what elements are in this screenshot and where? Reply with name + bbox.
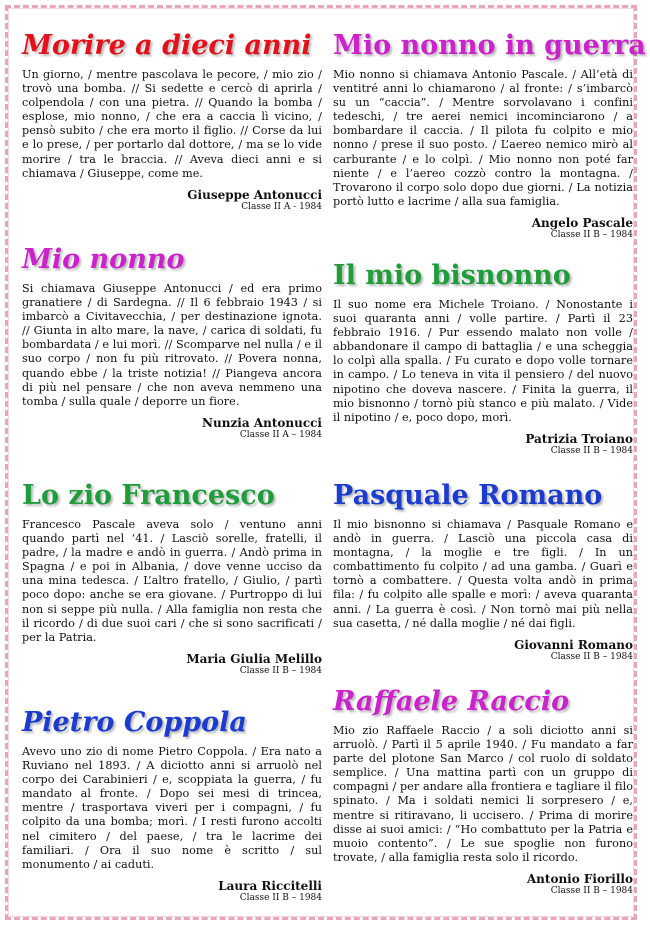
poem-mio-nonno-in-guerra <box>333 30 646 240</box>
poem-class: Classe II B – 1984 <box>550 229 633 240</box>
poem-mio-nonno <box>22 244 322 440</box>
poem-title: Mio nonno in guerra <box>333 30 646 61</box>
poem-class: Classe II B – 1984 <box>550 445 633 456</box>
poem-author: Giuseppe Antonucci <box>187 187 322 202</box>
poem-title: Lo zio Francesco <box>22 480 275 511</box>
poem-title: Pasquale Romano <box>333 480 603 511</box>
poem-text: Mio zio Raffaele Raccio / a soli diciotto anni si arruolò. / Partì il 5 aprile 1940. / Fu mandato a far parte del plotone San Marco / col ruolo di soldato semplice. / Una mattina partì con un gruppo di compagni / per andare alla frontiera e tagliare il filo spinato. / Ma i soldati nemici li sorpresero / e, mentre si ritiravano, li uccisero. / Prima di morire disse ai suoi amici: / “Ho combattuto per la Patria e muoio contento”. / Le sue spoglie non furono trovate, / alla famiglia resta solo il ricordo. <box>333 724 633 864</box>
poem-text: Il suo nome era Michele Troiano. / Nonostante i suoi quaranta anni / volle partire. / Partì il 23 febbraio 1916. / Pur essendo malato non volle / abbandonare il campo di battaglia / e una scheggia lo colpì alla spalla. / Fu curato e dopo volle tornare in campo. / Lo teneva in vita il pensiero / del nuovo nipotino che doveva nascere. / Finita la guerra, il mio bisnonno / tornò più stanco e più malato. / Vide il nipotino / e, poco dopo, morì. <box>333 298 633 424</box>
poem-raffaele-raccio <box>333 686 633 896</box>
poem-class: Classe II A – 1984 <box>239 429 322 440</box>
poem-title: Pietro Coppola <box>22 707 247 738</box>
poem-title: Mio nonno <box>22 244 185 275</box>
poem-il-mio-bisnonno <box>333 260 633 456</box>
poem-lo-zio-francesco <box>22 480 322 676</box>
poem-author: Laura Riccitelli <box>218 878 322 893</box>
poem-pietro-coppola <box>22 707 322 903</box>
poem-author: Patrizia Troiano <box>525 431 633 446</box>
poem-text: Un giorno, / mentre pascolava le pecore, / mio zio / trovò una bomba. // Si sedette e cercò di aprirla / colpendola / con una pietra. // Quando la bomba / esplose, mio nonno, / che era a caccia lì vicino, / pensò subito / che era morto il figlio. // Corse da lui e lo prese, / per portarlo dal dottore, / ma se lo vide morire / tra le braccia. // Aveva dieci anni e si chiamava / Giuseppe, come me. <box>22 68 322 180</box>
poem-text: Francesco Pascale aveva solo / ventuno anni quando partì nel ‘41. / Lasciò sorelle, fratelli, il padre, / la madre e andò in guerra. / Andò prima in Spagna / e poi in Albania, / dove venne ucciso da una mina tedesca. / L’altro fratello, / Giulio, / partì poco dopo: anche se era giovane. / Purtroppo di lui non si seppe più nulla. / Alla famiglia non resta che il ricordo / di due suoi cari / che si sono sacrificati / per la Patria. <box>22 518 322 644</box>
poem-title: Il mio bisnonno <box>333 260 571 291</box>
poem-author: Maria Giulia Melillo <box>186 651 322 666</box>
poem-author: Angelo Pascale <box>531 215 633 230</box>
poem-class: Classe II A - 1984 <box>241 201 322 212</box>
poem-class: Classe II B – 1984 <box>550 885 633 896</box>
poem-text: Si chiamava Giuseppe Antonucci / ed era primo granatiere / di Sardegna. // Il 6 febbraio 1943 / si imbarcò a Civitavecchia, / per destinazione ignota. // Giunta in alto mare, la nave, / carica di soldati, fu bombardata / e lui morì. // Scomparve nel nulla / e il suo corpo / non fu più ritrovato. // Povera nonna, quando ebbe / la triste notizia! // Piangeva ancora di più nel pensare / che non aveva nemmeno una tomba / sulla quale / deporre un fiore. <box>22 282 322 408</box>
poem-text: Avevo uno zio di nome Pietro Coppola. / Era nato a Ruviano nel 1893. / A diciotto anni si arruolò nel corpo dei Carabinieri / e, scoppiata la guerra, / fu mandato al fronte. / Dopo sei mesi di trincea, mentre / trasportava viveri per i compagni, / fu colpito da una bomba; morì. / I resti furono accolti nel cimitero / del paese, / tra le lacrime dei familiari. / Ora il suo nome è scritto / sul monumento / ai caduti. <box>22 745 322 871</box>
poem-text: Il mio bisnonno si chiamava / Pasquale Romano e andò in guerra. / Lasciò una piccola casa di montagna, / la moglie e tre figli. / In un combattimento fu colpito / ad una gamba. / Guarì e tornò a combattere. / Questa volta andò in prima fila: / fu colpito alle spalle e morì: / aveva quaranta anni. / La guerra è così. / Non tornò mai più nella sua casetta, / né dalla moglie / né dai figli. <box>333 518 633 630</box>
poem-text: Mio nonno si chiamava Antonio Pascale. / All’età di ventitré anni lo chiamarono / al fronte: / s’imbarcò su un “caccia”. / Mentre sorvolavano i confini tedeschi, / tre aerei nemici incominciarono / a bombardare il caccia. / Il pilota fu colpito e mio nonno / prese il suo posto. / L’aereo nemico mirò al carburante / e lo colpì. / Mio nonno non poté far niente / e l’aereo cozzò contro la montagna. / Trovarono il corpo solo dopo due giorni. / La notizia portò lutto e lacrime / alla sua famiglia. <box>333 68 633 208</box>
poem-class: Classe II B – 1984 <box>550 651 633 662</box>
poem-author: Antonio Fiorillo <box>526 871 633 886</box>
poem-author: Giovanni Romano <box>514 637 633 652</box>
poem-class: Classe II B – 1984 <box>239 665 322 676</box>
poem-title: Morire a dieci anni <box>22 30 312 61</box>
poem-morire-a-dieci-anni <box>22 30 322 212</box>
poem-author: Nunzia Antonucci <box>202 415 322 430</box>
poem-title: Raffaele Raccio <box>333 686 570 717</box>
poem-pasquale-romano <box>333 480 633 662</box>
poem-class: Classe II B – 1984 <box>239 892 322 903</box>
